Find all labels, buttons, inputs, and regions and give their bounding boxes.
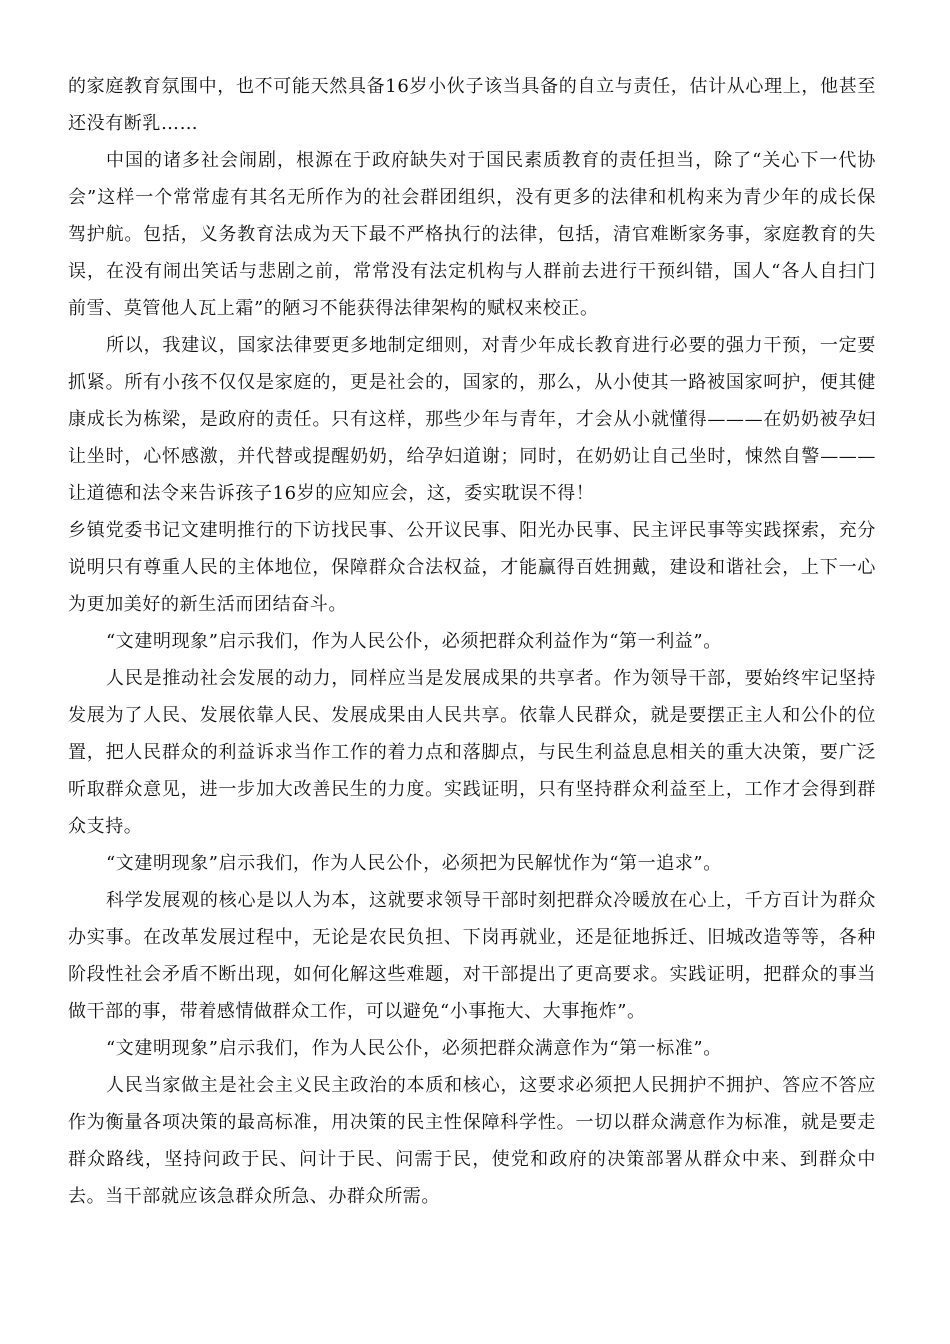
paragraph-3: 所以，我建议，国家法律要更多地制定细则，对青少年成长教育进行必要的强力干预，一定要抓紧。所有小孩不仅仅是家庭的，更是社会的，国家的，那么，从小使其一路被国家呵护，便其健康成长为栋梁，是政府的责任。只有这样，那些少年与青年，才会从小就懂得———在奶奶被孕妇让坐时，心怀感激，并代替或提醒奶奶，给孕妇道谢；同时，在奶奶让自己坐时，悚然自警———让道德和法令来告诉孩子16岁的应知应会，这，委实耽误不得！ (68, 335, 876, 504)
paragraph-1: 的家庭教育氛围中，也不可能天然具备16岁小伙子该当具备的自立与责任，估计从心理上，他甚至还没有断乳…… (68, 76, 876, 134)
paragraph-5: “文建明现象”启示我们，作为人民公仆，必须把群众利益作为“第一利益”。 (106, 631, 722, 652)
document-page (68, 68, 876, 1215)
paragraph-4: 乡镇党委书记文建明推行的下访找民事、公开议民事、阳光办民事、民主评民事等实践探索，充分说明只有尊重人民的主体地位，保障群众合法权益，才能赢得百姓拥戴，建设和谐社会，上下一心为更加美好的新生活而团结奋斗。 (68, 520, 876, 615)
paragraph-10: 人民当家做主是社会主义民主政治的本质和核心，这要求必须把人民拥护不拥护、答应不答应作为衡量各项决策的最高标准，用决策的民主性保障科学性。一切以群众满意作为标准，就是要走群众路线，坚持问政于民、问计于民、问需于民，使党和政府的决策部署从群众中来、到群众中去。当干部就应该急群众所急、办群众所需。 (68, 1075, 876, 1207)
paragraph-7: “文建明现象”启示我们，作为人民公仆，必须把为民解忧作为“第一追求”。 (106, 853, 722, 874)
paragraph-2: 中国的诸多社会闹剧，根源在于政府缺失对于国民素质教育的责任担当，除了“关心下一代协会”这样一个常常虚有其名无所作为的社会群团组织，没有更多的法律和机构来为青少年的成长保驾护航。包括，义务教育法成为天下最不严格执行的法律，包括，清官难断家务事，家庭教育的失误，在没有闹出笑话与悲剧之前，常常没有法定机构与人群前去进行干预纠错，国人“各人自扫门前雪、莫管他人瓦上霜”的陋习不能获得法律架构的赋权来校正。 (68, 150, 876, 319)
paragraph-9: “文建明现象”启示我们，作为人民公仆，必须把群众满意作为“第一标准”。 (106, 1038, 722, 1059)
paragraph-6: 人民是推动社会发展的动力，同样应当是发展成果的共享者。作为领导干部，要始终牢记坚持发展为了人民、发展依靠人民、发展成果由人民共享。依靠人民群众，就是要摆正主人和公仆的位置，把人民群众的利益诉求当作工作的着力点和落脚点，与民生利益息息相关的重大决策，要广泛听取群众意见，进一步加大改善民生的力度。实践证明，只有坚持群众利益至上，工作才会得到群众支持。 (68, 668, 876, 837)
paragraph-8: 科学发展观的核心是以人为本，这就要求领导干部时刻把群众冷暖放在心上，千方百计为群众办实事。在改革发展过程中，无论是农民负担、下岗再就业，还是征地拆迁、旧城改造等等，各种阶段性社会矛盾不断出现，如何化解这些难题，对干部提出了更高要求。实践证明，把群众的事当做干部的事，带着感情做群众工作，可以避免“小事拖大、大事拖炸”。 (68, 890, 876, 1022)
